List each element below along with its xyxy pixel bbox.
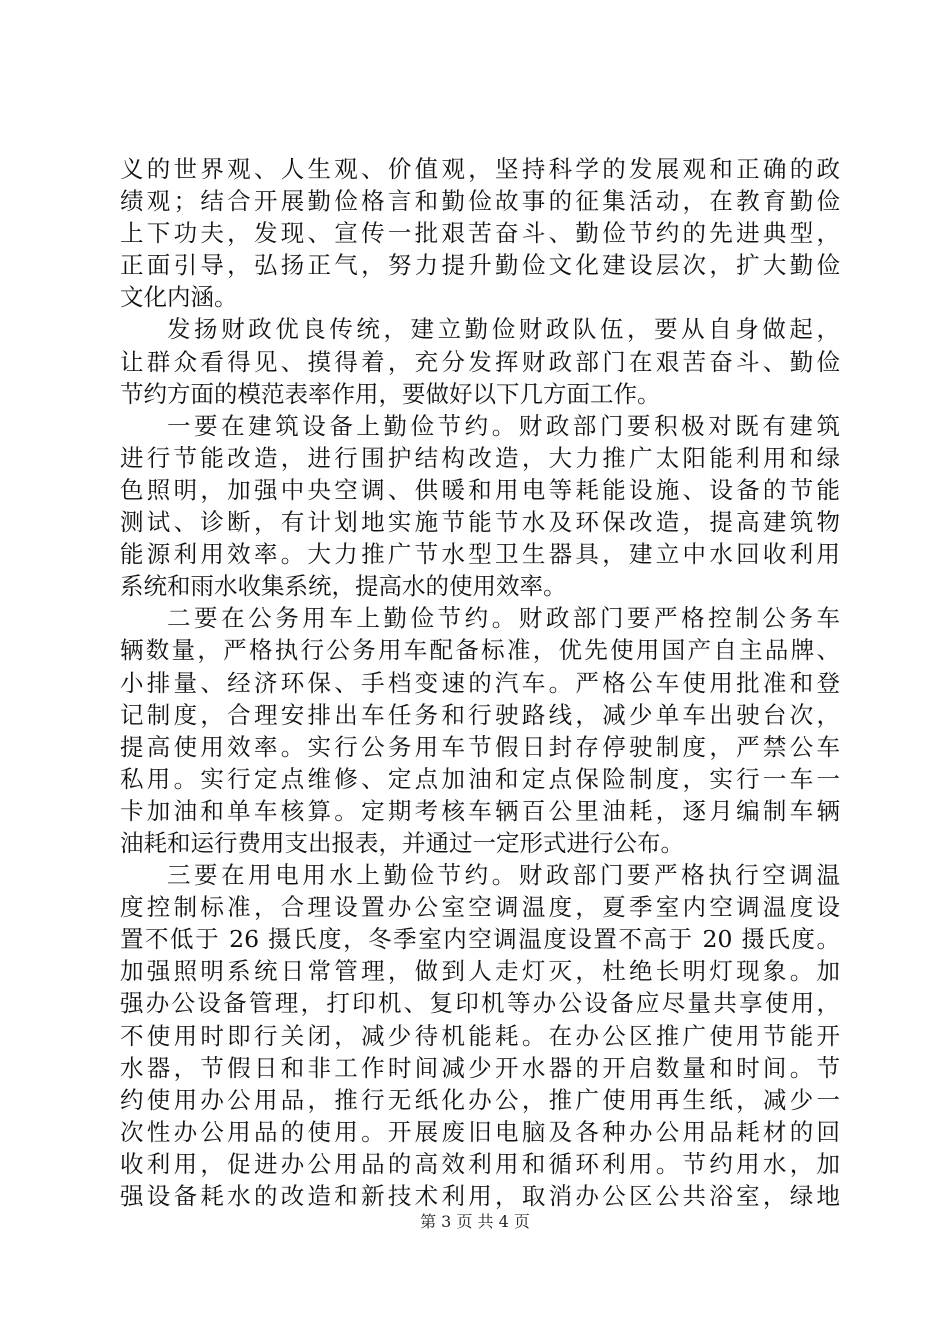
text-line: 一要在建筑设备上勤俭节约。财政部门要积极对既有建筑 xyxy=(167,411,840,440)
text-line: 义的世界观、人生观、价值观，坚持科学的发展观和正确的政 xyxy=(120,155,840,183)
text-line: 测试、诊断，有计划地实施节能节水及环保改造，提高建筑物 xyxy=(120,508,840,537)
text-line: 能源利用效率。大力推广节水型卫生器具，建立中水回收利用 xyxy=(120,540,840,569)
text-line: 度控制标准，合理设置办公室空调温度，夏季室内空调温度设 xyxy=(120,893,840,922)
text-line: 水器，节假日和非工作时间减少开水器的开启数量和时间。节 xyxy=(120,1053,840,1082)
text-line: 收利用，促进办公用品的高效利用和循环利用。节约用水，加 xyxy=(120,1149,840,1178)
page-footer: 第 3 页 共 4 页 xyxy=(420,1212,530,1231)
text-line: 系统和雨水收集系统，提高水的使用效率。 xyxy=(120,572,567,601)
text-line: 次性办公用品的使用。开展废旧电脑及各种办公用品耗材的回 xyxy=(120,1117,840,1146)
text-line: 小排量、经济环保、手档变速的汽车。严格公车使用批准和登 xyxy=(120,668,840,697)
text-line: 约使用办公用品，推行无纸化办公，推广使用再生纸，减少一 xyxy=(120,1085,840,1114)
text-line: 强设备耗水的改造和新技术利用，取消办公区公共浴室，绿地 xyxy=(120,1182,840,1210)
text-line: 二要在公务用车上勤俭节约。财政部门要严格控制公务车 xyxy=(167,604,840,633)
text-line: 强办公设备管理，打印机、复印机等办公设备应尽量共享使用， xyxy=(120,989,840,1018)
text-line: 让群众看得见、摸得着，充分发挥财政部门在艰苦奋斗、勤俭 xyxy=(120,347,840,376)
text-line: 油耗和运行费用支出报表，并通过一定形式进行公布。 xyxy=(120,828,684,857)
text-line: 置不低于 26 摄氏度，冬季室内空调温度设置不高于 20 摄氏度。 xyxy=(120,925,840,954)
text-line: 发扬财政优良传统，建立勤俭财政队伍，要从自身做起， xyxy=(167,315,840,344)
text-line: 加强照明系统日常管理，做到人走灯灭，杜绝长明灯现象。加 xyxy=(120,957,840,986)
text-line: 不使用时即行关闭，减少待机能耗。在办公区推广使用节能开 xyxy=(120,1021,840,1050)
text-line: 记制度，合理安排出车任务和行驶路线，减少单车出驶台次， xyxy=(120,700,840,729)
text-line: 节约方面的模范表率作用，要做好以下几方面工作。 xyxy=(120,379,661,408)
text-line: 正面引导，弘扬正气，努力提升勤俭文化建设层次，扩大勤俭 xyxy=(120,251,840,280)
text-line: 辆数量，严格执行公务用车配备标准，优先使用国产自主品牌、 xyxy=(120,636,840,665)
text-line: 色照明，加强中央空调、供暖和用电等耗能设施、设备的节能 xyxy=(120,475,840,504)
text-line: 提高使用效率。实行公务用车节假日封存停驶制度，严禁公车 xyxy=(120,732,840,761)
document-body xyxy=(120,153,840,1212)
text-line: 卡加油和单车核算。定期考核车辆百公里油耗，逐月编制车辆 xyxy=(120,796,840,825)
text-line: 三要在用电用水上勤俭节约。财政部门要严格执行空调温 xyxy=(167,861,840,890)
text-line: 上下功夫，发现、宣传一批艰苦奋斗、勤俭节约的先进典型， xyxy=(120,219,840,248)
text-line: 进行节能改造，进行围护结构改造，大力推广太阳能利用和绿 xyxy=(120,443,840,472)
text-line: 文化内涵。 xyxy=(120,283,238,312)
text-line: 私用。实行定点维修、定点加油和定点保险制度，实行一车一 xyxy=(120,764,840,793)
text-line: 绩观；结合开展勤俭格言和勤俭故事的征集活动，在教育勤俭 xyxy=(120,187,840,216)
